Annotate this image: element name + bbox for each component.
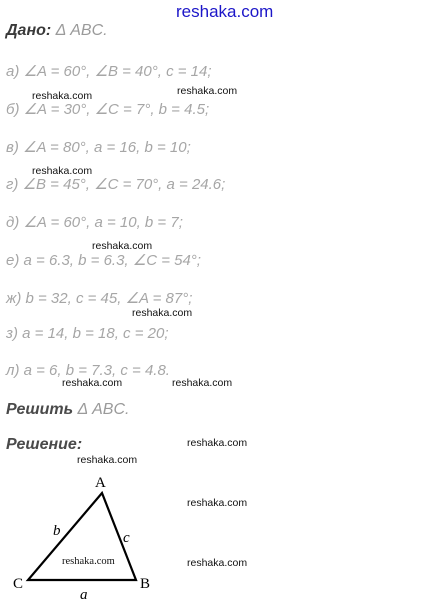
condition-v: в) ∠A = 80°, a = 16, b = 10;	[6, 139, 191, 156]
side-a-label: a	[80, 587, 88, 603]
side-b-label: b	[53, 523, 61, 539]
condition-zh: ж) b = 32, c = 45, ∠A = 87°;	[6, 290, 193, 307]
watermark: reshaka.com	[92, 240, 153, 252]
vertex-a-label: A	[95, 475, 106, 491]
watermark: reshaka.com	[172, 377, 233, 389]
watermark: reshaka.com	[32, 165, 93, 177]
solve-label: Решить	[6, 401, 74, 418]
condition-z: з) a = 14, b = 18, c = 20;	[6, 325, 169, 342]
given-line	[6, 22, 108, 40]
watermark: reshaka.com	[187, 557, 248, 569]
side-c-label: c	[123, 530, 130, 546]
watermark: reshaka.com	[32, 90, 93, 102]
site-header: reshaka.com	[176, 2, 274, 21]
vertex-c-label: C	[13, 576, 24, 592]
solve-value: Δ ABC.	[77, 401, 130, 418]
watermark: reshaka.com	[132, 307, 193, 319]
condition-b: б) ∠A = 30°, ∠C = 7°, b = 4.5;	[6, 101, 210, 118]
watermark: reshaka.com	[177, 85, 238, 97]
watermark: reshaka.com	[187, 437, 248, 449]
watermark: reshaka.com	[62, 556, 115, 567]
given-label: Дано:	[6, 22, 52, 39]
vertex-b-label: B	[140, 576, 151, 592]
condition-a: а) ∠A = 60°, ∠B = 40°, c = 14;	[6, 63, 212, 80]
watermark: reshaka.com	[77, 454, 138, 466]
condition-l: л) a = 6, b = 7.3, c = 4.8.	[6, 362, 170, 379]
condition-d: д) ∠A = 60°, a = 10, b = 7;	[6, 214, 183, 231]
watermark: reshaka.com	[187, 497, 248, 509]
condition-g: г) ∠B = 45°, ∠C = 70°, a = 24.6;	[6, 176, 226, 193]
solve-line	[6, 401, 129, 419]
solution-label: Решение:	[6, 436, 83, 453]
condition-e: е) a = 6.3, b = 6.3, ∠C = 54°;	[6, 252, 201, 269]
given-value: Δ ABC.	[55, 22, 108, 39]
triangle-figure	[0, 462, 200, 608]
watermark: reshaka.com	[62, 377, 123, 389]
